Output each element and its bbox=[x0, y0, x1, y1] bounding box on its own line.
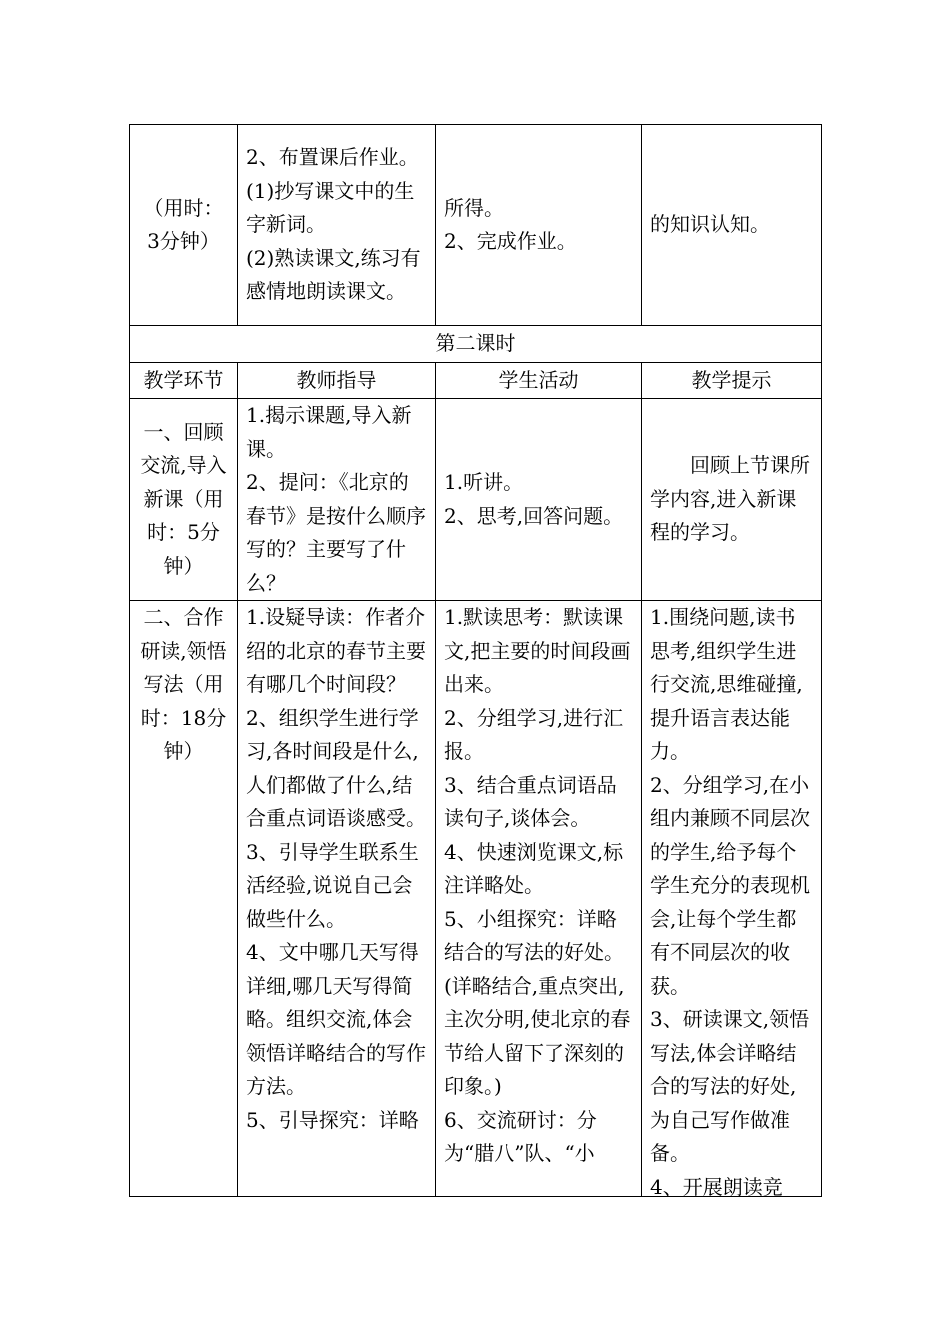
teacher-line: 2、提问：《北京的春节》是按什么顺序写的？主要写了什么？ bbox=[246, 470, 426, 595]
teacher-line: 3、引导学生联系生活经验,说说自己会做些什么。 bbox=[246, 839, 419, 931]
student-line: (详略结合,重点突出,主次分明,使北京的春节给人留下了深刻的印象。) bbox=[444, 973, 631, 1098]
student-line: 5、小组探究：详略结合的写法的好处。 bbox=[444, 906, 624, 964]
student-line: 所得。 bbox=[444, 195, 504, 220]
teacher-cell bbox=[238, 399, 436, 601]
teacher-line: 2、组织学生进行学习,各时间段是什么,人们都做了什么,结合重点词语谈感受。 bbox=[246, 705, 426, 830]
stage-cell bbox=[130, 125, 238, 326]
stage-text: 二、合作研读,领悟写法（用时：18分钟） bbox=[140, 605, 227, 763]
hint-text: 回顾上节课所学内容,进入新课程的学习。 bbox=[650, 453, 810, 545]
student-line: 1.默读思考：默读课文,把主要的时间段画出来。 bbox=[444, 605, 631, 696]
header-hint: 教学提示 bbox=[691, 367, 772, 392]
student-line: 2、思考,回答问题。 bbox=[444, 503, 624, 528]
stage-cell bbox=[130, 601, 238, 1197]
header-student: 学生活动 bbox=[498, 367, 579, 392]
teacher-line: 2、布置课后作业。 bbox=[246, 145, 419, 170]
student-line: 6、交流研讨：分为“腊八”队、“小 bbox=[444, 1107, 597, 1165]
teacher-line: 4、文中哪几天写得详细,哪几天写得简略。组织交流,体会领悟详略结合的写作方法。 bbox=[246, 940, 426, 1098]
hint-cell bbox=[642, 399, 822, 601]
hint-cell bbox=[642, 125, 822, 326]
table-row bbox=[130, 125, 822, 326]
stage-text: （用时：3分钟） bbox=[143, 195, 224, 253]
section-title-row bbox=[130, 326, 822, 363]
student-cell bbox=[436, 399, 642, 601]
hint-line: 1.围绕问题,读书思考,组织学生进行交流,思维碰撞,提升语言表达能力。 bbox=[650, 605, 803, 763]
teacher-line: 1.设疑导读：作者介绍的北京的春节主要有哪几个时间段？ bbox=[246, 605, 426, 696]
header-cell bbox=[436, 363, 642, 399]
hint-line: 4、开展朗读竞 bbox=[650, 1174, 783, 1196]
header-teacher: 教师指导 bbox=[296, 367, 377, 392]
student-line: 3、结合重点词语品读句子,谈体会。 bbox=[444, 772, 617, 830]
header-cell bbox=[130, 363, 238, 399]
student-line: 2、分组学习,进行汇报。 bbox=[444, 705, 624, 763]
hint-line: 3、研读课文,领悟写法,体会详略结合的写法的好处,为自己写作做准备。 bbox=[650, 1007, 810, 1165]
header-row bbox=[130, 363, 822, 399]
stage-text: 一、回顾交流,导入新课（用时：5分钟） bbox=[140, 419, 227, 578]
table-row bbox=[130, 601, 822, 1197]
teacher-cell bbox=[238, 125, 436, 326]
teacher-cell bbox=[238, 601, 436, 1197]
section-title-cell bbox=[130, 326, 822, 363]
stage-cell bbox=[130, 399, 238, 601]
teacher-line: (2)熟读课文,练习有感情地朗读课文。 bbox=[246, 245, 421, 304]
header-cell bbox=[642, 363, 822, 399]
student-line: 2、完成作业。 bbox=[444, 229, 577, 253]
header-stage: 教学环节 bbox=[143, 367, 224, 392]
student-line: 1.听讲。 bbox=[444, 470, 524, 494]
header-cell bbox=[238, 363, 436, 399]
teacher-line: 5、引导探究：详略 bbox=[246, 1107, 419, 1132]
hint-cell bbox=[642, 601, 822, 1197]
student-cell bbox=[436, 125, 642, 326]
table-row bbox=[130, 399, 822, 601]
lesson-plan-table bbox=[129, 124, 822, 1197]
student-cell bbox=[436, 601, 642, 1197]
hint-line: 的知识认知。 bbox=[650, 212, 770, 237]
student-line: 4、快速浏览课文,标注详略处。 bbox=[444, 839, 624, 897]
teacher-line: 1.揭示课题,导入新课。 bbox=[246, 403, 412, 461]
section-title: 第二课时 bbox=[435, 331, 516, 356]
hint-line: 2、分组学习,在小组内兼顾不同层次的学生,给予每个学生充分的表现机会,让每个学生都有不同层次的收获。 bbox=[650, 772, 810, 998]
teacher-line: (1)抄写课文中的生字新词。 bbox=[246, 178, 415, 237]
